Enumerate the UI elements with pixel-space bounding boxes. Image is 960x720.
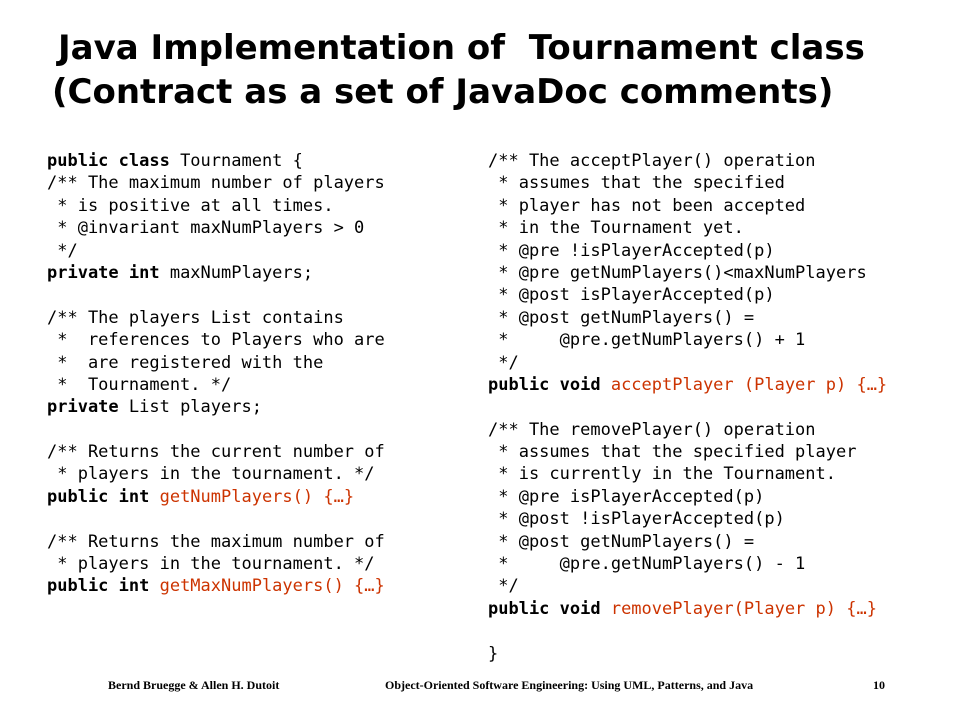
code-keyword: private [47,397,119,418]
code-text: * players in the tournament. */ [47,554,375,575]
code-line [488,329,887,351]
code-text: * references to Players who are [47,330,385,351]
code-text: */ [488,576,519,597]
code-text: * Tournament. */ [47,374,232,395]
code-keyword: public class [47,151,170,171]
code-line [47,419,385,441]
code-line [47,172,385,194]
code-text: /** The maximum number of players [47,173,385,194]
code-text: * @post isPlayerAccepted(p) [488,285,775,306]
code-keyword: public int [47,486,150,507]
code-line [47,240,385,262]
footer-book-title: Object-Oriented Software Engineering: Using UML, Patterns, and Java [385,678,754,692]
code-line [488,531,887,553]
slide-footer [0,676,960,696]
code-line [47,463,385,485]
code-text: * @pre isPlayerAccepted(p) [488,486,765,507]
code-text: */ [47,240,78,261]
code-text: * @pre.getNumPlayers() + 1 [488,330,806,351]
code-text: * player has not been accepted [488,195,806,216]
code-keyword: public int [47,576,150,597]
code-text: * in the Tournament yet. [488,218,744,239]
code-text: * @post getNumPlayers() = [488,531,755,552]
code-line [488,307,887,329]
code-text: * @post getNumPlayers() = [488,307,755,328]
code-line [47,531,385,553]
code-keyword: public void [488,374,601,395]
code-line [47,508,385,530]
code-text: /** The removePlayer() operation [488,419,816,440]
code-line [488,150,887,172]
code-text: * assumes that the specified player [488,442,857,463]
code-line [47,195,385,217]
code-line [488,284,887,306]
code-method-signature: removePlayer(Player p) {…} [600,598,877,619]
code-line [47,329,385,351]
code-line [488,441,887,463]
code-line [488,172,887,194]
code-text: maxNumPlayers; [159,262,314,283]
code-line [47,575,385,597]
code-line [488,643,887,665]
code-text: List players; [118,397,262,418]
code-keyword: private int [47,262,160,283]
code-line [47,486,385,508]
code-line [488,240,887,262]
code-text: * @pre !isPlayerAccepted(p) [488,240,775,261]
code-line [488,396,887,418]
code-line [488,217,887,239]
code-line [488,419,887,441]
code-line [488,195,887,217]
code-line [488,352,887,374]
code-line [47,441,385,463]
code-line [47,217,385,239]
code-line [47,307,385,329]
code-line [47,262,385,284]
code-line [47,150,385,172]
code-text: * @pre.getNumPlayers() - 1 [488,554,806,575]
footer-page-number: 10 [873,678,885,692]
code-line [47,553,385,575]
code-method-signature: getMaxNumPlayers() {…} [149,576,385,597]
code-text: * @invariant maxNumPlayers > 0 [47,218,365,239]
code-text: * is currently in the Tournament. [488,464,836,485]
code-line [488,508,887,530]
code-line [488,374,887,396]
code-keyword: public void [488,598,601,619]
code-text: /** Returns the current number of [47,442,385,463]
code-text: * players in the tournament. */ [47,464,375,485]
code-line [488,598,887,620]
slide-title-line-2: (Contract as a set of JavaDoc comments) [52,72,834,112]
code-line [488,553,887,575]
code-method-signature: acceptPlayer (Player p) {…} [600,374,888,395]
footer-authors: Bernd Bruegge & Allen H. Dutoit [108,678,280,692]
code-text: } [488,643,499,664]
code-text: Tournament { [169,151,303,171]
code-block-left [47,150,385,598]
code-text: */ [488,352,519,373]
code-line [488,262,887,284]
code-text: * @pre getNumPlayers()<maxNumPlayers [488,262,867,283]
code-line [47,352,385,374]
code-text: /** Returns the maximum number of [47,531,385,552]
code-line [488,486,887,508]
code-text: /** The players List contains [47,307,344,328]
code-line [47,374,385,396]
code-text: * are registered with the [47,352,324,373]
code-line [47,396,385,418]
code-block-right [488,150,887,665]
code-text: * @post !isPlayerAccepted(p) [488,509,785,530]
code-text: /** The acceptPlayer() operation [488,151,816,171]
code-line [47,284,385,306]
code-line [488,463,887,485]
code-line [488,575,887,597]
slide-title-line-1: Java Implementation of Tournament class [58,28,865,68]
code-text: * is positive at all times. [47,195,334,216]
code-line [488,620,887,642]
code-text: * assumes that the specified [488,173,785,194]
code-method-signature: getNumPlayers() {…} [149,486,355,507]
